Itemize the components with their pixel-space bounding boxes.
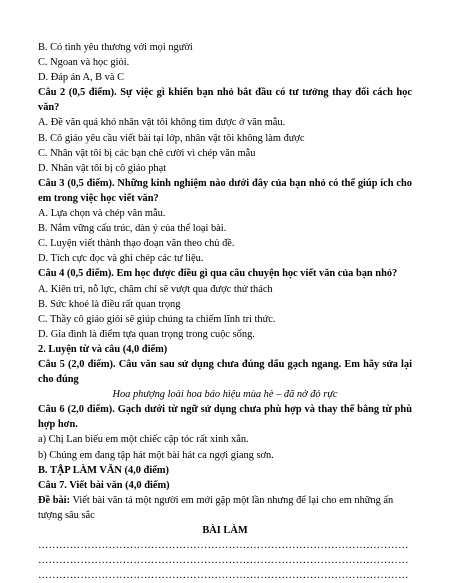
q3-question: Câu 3 (0,5 điểm). Những kinh nghiệm nào dưới đây của bạn nhỏ có thể giúp ích cho em trong việc học viết văn? — [38, 177, 412, 204]
q3-option-c: C. Luyện viết thành thạo đoạn văn theo chủ đề. — [38, 238, 235, 250]
q5-question: Câu 5 (2,0 điểm). Câu văn sau sử dụng chưa đúng dấu gạch ngang. Em hãy sửa lại cho đúng — [38, 358, 412, 386]
q4-option-c: C. Thầy cô giáo giỏi sẽ giúp chúng ta chiếm lĩnh tri thức. — [38, 313, 276, 325]
answer-line-3[interactable]: …………………………………………………………………………………………… — [38, 570, 409, 582]
q4-question: Câu 4 (0,5 điểm). Em học được điều gì qua câu chuyện học viết văn của bạn nhỏ? — [38, 268, 398, 280]
q2-option-b: B. Cô giáo yêu cầu viết bài tại lớp, nhân vật tôi không làm được — [38, 132, 305, 144]
q4-option-d: D. Gia đình là điểm tựa quan trọng trong cuộc sống. — [38, 328, 255, 340]
essay-prompt-label: Đề bài: — [38, 494, 71, 506]
section-2-title: 2. Luyện từ và câu (4,0 điểm) — [38, 343, 168, 355]
essay-prompt — [38, 493, 412, 523]
q1-option-c: C. Ngoan và học giỏi. — [38, 57, 130, 69]
essay-prompt-text: Viết bài văn tả một người em mới gặp một lần nhưng để lại cho em những ấn tượng sâu sắc — [38, 494, 394, 521]
q4-option-a: A. Kiên trì, nỗ lực, chăm chỉ sẽ vượt qua được thử thách — [38, 283, 273, 295]
answer-line-2[interactable]: …………………………………………………………………………………………… — [38, 555, 409, 567]
q6-question: Câu 6 (2,0 điểm). Gạch dưới từ ngữ sử dụng chưa phù hợp và thay thế bằng từ phù hợp hơn. — [38, 404, 412, 431]
q2-option-a: A. Đề văn quá khó nhân vật tôi không tìm được ở văn mẫu. — [38, 117, 286, 129]
q5-sentence: Hoa phượng loài hoa báo hiệu mùa hè – đã nở đỏ rực — [112, 389, 338, 401]
q3-option-b: B. Nắm vững cấu trúc, dàn ý của thể loại bài. — [38, 223, 227, 235]
q2-option-c: C. Nhân vật tôi bị các bạn chê cười vì chép văn mẫu — [38, 147, 256, 159]
q6-item-a: a) Chị Lan biếu em một chiếc cặp tóc rất xinh xắn. — [38, 434, 249, 446]
q7-title: Câu 7. Viết bài văn (4,0 điểm) — [38, 479, 170, 491]
q3-option-a: A. Lựa chọn và chép văn mẫu. — [38, 208, 166, 220]
q2-question: Câu 2 (0,5 điểm). Sự việc gì khiến bạn nhỏ bắt đầu có tư tưởng thay đổi cách học văn? — [38, 87, 412, 114]
answer-line-1[interactable]: …………………………………………………………………………………………… — [38, 540, 409, 552]
q1-option-d: D. Đáp án A, B và C — [38, 72, 125, 84]
answer-heading: BÀI LÀM — [202, 525, 248, 536]
q4-option-b: B. Sức khoẻ là điều rất quan trọng — [38, 298, 181, 310]
q6-item-b: b) Chúng em đang tập hát một bài hát ca ngợi giang sơn. — [38, 449, 274, 461]
q2-option-d: D. Nhân vật tôi bị cô giáo phạt — [38, 162, 167, 174]
q3-option-d: D. Tích cực đọc và ghi chép các tư liệu. — [38, 253, 204, 265]
q1-option-b: B. Có tình yêu thương với mọi người — [38, 42, 193, 53]
section-b-title: B. TẬP LÀM VĂN (4,0 điểm) — [38, 464, 169, 476]
